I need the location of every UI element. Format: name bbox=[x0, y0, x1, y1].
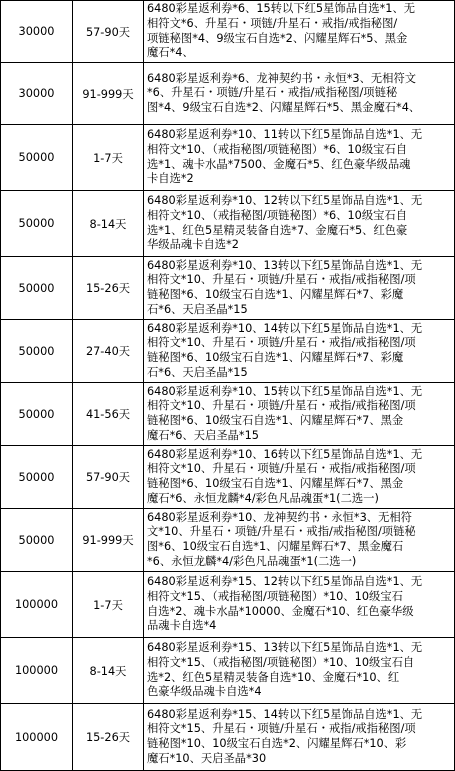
amount-cell: 50000 bbox=[1, 509, 73, 572]
table-row bbox=[1, 191, 455, 257]
rewards-line: *6、永恒龙麟*4/彩色凡品魂蛋*1(二选一) bbox=[147, 554, 357, 568]
rewards-text bbox=[144, 575, 454, 633]
rewards-line: 选*1、红色5星精灵装备自选*7、金魔石*5、红色豪 bbox=[147, 223, 408, 237]
rewards-line: 链秘图*10、10级宝石自选*2、闪耀星辉石*10、彩 bbox=[147, 737, 407, 750]
rewards-line: 相符文*10、升星石・项链/升星石・戒指/戒指秘图/项 bbox=[147, 336, 416, 350]
rewards-line: 6480彩星返利券*10、12转以下红5星饰品自选*1、无 bbox=[147, 194, 423, 208]
rewards-line: 相符文*10、升星石・项链/升星石・戒指/戒指秘图/项 bbox=[147, 273, 416, 287]
rewards-line: 6480彩星返利券*10、16转以下红5星饰品自选*1、无 bbox=[147, 447, 423, 461]
rewards-line: 6480彩星返利券*10、14转以下红5星饰品自选*1、无 bbox=[147, 321, 423, 335]
amount-cell: 50000 bbox=[1, 191, 73, 257]
table-row bbox=[1, 63, 455, 125]
rewards-cell bbox=[144, 191, 455, 257]
rewards-line: 链秘图*6、10级宝石自选*1、闪耀星辉石*7、彩魔 bbox=[147, 288, 404, 301]
duration-cell: 1-7天 bbox=[73, 572, 144, 638]
table-row bbox=[1, 125, 455, 191]
rewards-text bbox=[144, 72, 454, 116]
rewards-cell bbox=[144, 638, 455, 704]
rewards-line: 6480彩星返利券*15、14转以下红5星饰品自选*1、无 bbox=[147, 707, 423, 721]
rewards-line: 品魂卡自选*4 bbox=[147, 619, 217, 633]
rewards-line: 6480彩星返利券*10、13转以下红5星饰品自选*1、无 bbox=[147, 258, 423, 272]
rewards-line: *6、升星石・项链/升星石・戒指/戒指秘图/项链秘 bbox=[147, 86, 398, 100]
rewards-text bbox=[144, 322, 454, 380]
duration-cell: 8-14天 bbox=[73, 191, 144, 257]
rewards-text bbox=[144, 128, 454, 186]
rewards-cell bbox=[144, 63, 455, 125]
duration-cell: 15-26天 bbox=[73, 704, 144, 771]
table-row bbox=[1, 320, 455, 383]
rewards-line: 相符文*10、升星石・项链/升星石・戒指/戒指秘图/项 bbox=[147, 399, 416, 413]
rewards-line: 魔石*4、 bbox=[147, 46, 194, 60]
table-row bbox=[1, 704, 455, 771]
table-row bbox=[1, 1, 455, 63]
amount-cell: 50000 bbox=[1, 320, 73, 383]
duration-cell: 15-26天 bbox=[73, 257, 144, 320]
rewards-line: 6480彩星返利券*6、15转以下红5星饰品自选*1、无 bbox=[147, 2, 416, 16]
duration-cell: 91-999天 bbox=[73, 509, 144, 572]
rewards-text bbox=[144, 385, 454, 443]
table-row bbox=[1, 509, 455, 572]
rewards-cell bbox=[144, 704, 455, 771]
amount-cell: 50000 bbox=[1, 383, 73, 446]
rewards-line: 链秘图*6、10级宝石自选*1、闪耀星辉石*7、彩魔 bbox=[147, 351, 404, 364]
rewards-cell bbox=[144, 320, 455, 383]
duration-cell: 57-90天 bbox=[73, 1, 144, 63]
amount-cell: 50000 bbox=[1, 446, 73, 509]
rewards-line: 选*1、魂卡水晶*7500、金魔石*5、红色豪华级品魂 bbox=[147, 157, 411, 171]
rewards-text bbox=[144, 708, 454, 766]
rewards-line: 魔石*6、永恒龙麟*4/彩色凡品魂蛋*1(二选一) bbox=[147, 491, 379, 505]
amount-cell: 50000 bbox=[1, 257, 73, 320]
table-row bbox=[1, 383, 455, 446]
rewards-line: 卡自选*2 bbox=[147, 172, 194, 186]
rewards-line: 图*4、9级宝石自选*2、闪耀星辉石*5、黑金魔石*4、 bbox=[147, 100, 421, 114]
amount-cell: 30000 bbox=[1, 1, 73, 63]
rewards-text bbox=[144, 2, 454, 60]
amount-cell: 50000 bbox=[1, 125, 73, 191]
rewards-line: 石*6、天启圣晶*15 bbox=[147, 302, 248, 316]
reward-table-body bbox=[1, 1, 455, 771]
rewards-line: 相符文*6、升星石・项链/升星石・戒指/戒指秘图/ bbox=[147, 16, 398, 30]
rewards-cell bbox=[144, 383, 455, 446]
table-row bbox=[1, 446, 455, 509]
amount-cell: 100000 bbox=[1, 572, 73, 638]
rewards-line: 6480彩星返利券*6、龙神契约书・永恒*3、无相符文 bbox=[147, 71, 417, 85]
rewards-line: 色豪华级品魂卡自选*4 bbox=[147, 685, 262, 699]
rewards-cell bbox=[144, 509, 455, 572]
rewards-text bbox=[144, 448, 454, 506]
rewards-cell bbox=[144, 1, 455, 63]
rewards-line: 华级品魂卡自选*2 bbox=[147, 238, 239, 252]
rewards-line: 相符文*10、（戒指秘图/项链秘图）*6、10级宝石自 bbox=[147, 142, 408, 156]
rewards-line: 相符文*15、（戒指秘图/项链秘图）*10、10级宝石 bbox=[147, 589, 403, 603]
rewards-text bbox=[144, 194, 454, 252]
rewards-line: 6480彩星返利券*10、15转以下红5星饰品自选*1、无 bbox=[147, 384, 423, 398]
rewards-line: 选*2、红色5星精灵装备自选*10、金魔石*10、红 bbox=[147, 670, 400, 684]
duration-cell: 41-56天 bbox=[73, 383, 144, 446]
rewards-line: 石*6、天启圣晶*15 bbox=[147, 365, 248, 379]
rewards-line: 图*6、10级宝石自选*1、闪耀星辉石*7、黑金魔石 bbox=[147, 540, 404, 553]
amount-cell: 100000 bbox=[1, 704, 73, 771]
rewards-line: 文*10、升星石・项链/升星石・戒指/戒指秘图/项链秘 bbox=[147, 525, 416, 539]
table-row bbox=[1, 257, 455, 320]
duration-cell: 8-14天 bbox=[73, 638, 144, 704]
duration-cell: 57-90天 bbox=[73, 446, 144, 509]
rewards-line: 链秘图*6、10级宝石自选*1、闪耀星辉石*7、黑金 bbox=[147, 414, 404, 427]
rewards-line: 相符文*15、升星石・项链/升星石・戒指/戒指秘图/项 bbox=[147, 722, 416, 736]
rewards-line: 魔石*6、天启圣晶*15 bbox=[147, 428, 259, 442]
rewards-line: 相符文*10、（戒指秘图/项链秘图）*6、10级宝石自 bbox=[147, 208, 408, 222]
rewards-line: 链秘图*6、10级宝石自选*1、闪耀星辉石*7、黑金 bbox=[147, 477, 404, 490]
rewards-line: 6480彩星返利券*10、11转以下红5星饰品自选*1、无 bbox=[147, 128, 423, 142]
table-row bbox=[1, 572, 455, 638]
rewards-line: 相符文*15、（戒指秘图/项链秘图）*10、10级宝石自 bbox=[147, 655, 415, 669]
rewards-text bbox=[144, 641, 454, 699]
rewards-cell bbox=[144, 125, 455, 191]
table-row bbox=[1, 638, 455, 704]
rewards-line: 6480彩星返利券*15、12转以下红5星饰品自选*1、无 bbox=[147, 575, 423, 589]
duration-cell: 91-999天 bbox=[73, 63, 144, 125]
rewards-text bbox=[144, 259, 454, 317]
amount-cell: 30000 bbox=[1, 63, 73, 125]
rewards-line: 自选*2、魂卡水晶*10000、金魔石*10、红色豪华级 bbox=[147, 604, 414, 618]
rewards-cell bbox=[144, 446, 455, 509]
duration-cell: 27-40天 bbox=[73, 320, 144, 383]
rewards-cell bbox=[144, 257, 455, 320]
rewards-line: 6480彩星返利券*15、13转以下红5星饰品自选*1、无 bbox=[147, 641, 423, 655]
rewards-line: 魔石*10、天启圣晶*30 bbox=[147, 751, 267, 765]
rewards-cell bbox=[144, 572, 455, 638]
duration-cell: 1-7天 bbox=[73, 125, 144, 191]
amount-cell: 100000 bbox=[1, 638, 73, 704]
rewards-line: 6480彩星返利券*10、龙神契约书・永恒*3、无相符 bbox=[147, 510, 412, 524]
rewards-line: 相符文*10、升星石・项链/升星石・戒指/戒指秘图/项 bbox=[147, 462, 416, 476]
rewards-text bbox=[144, 511, 454, 569]
rewards-line: 项链秘图*4、9级宝石自选*2、闪耀星辉石*5、黑金 bbox=[147, 31, 408, 45]
